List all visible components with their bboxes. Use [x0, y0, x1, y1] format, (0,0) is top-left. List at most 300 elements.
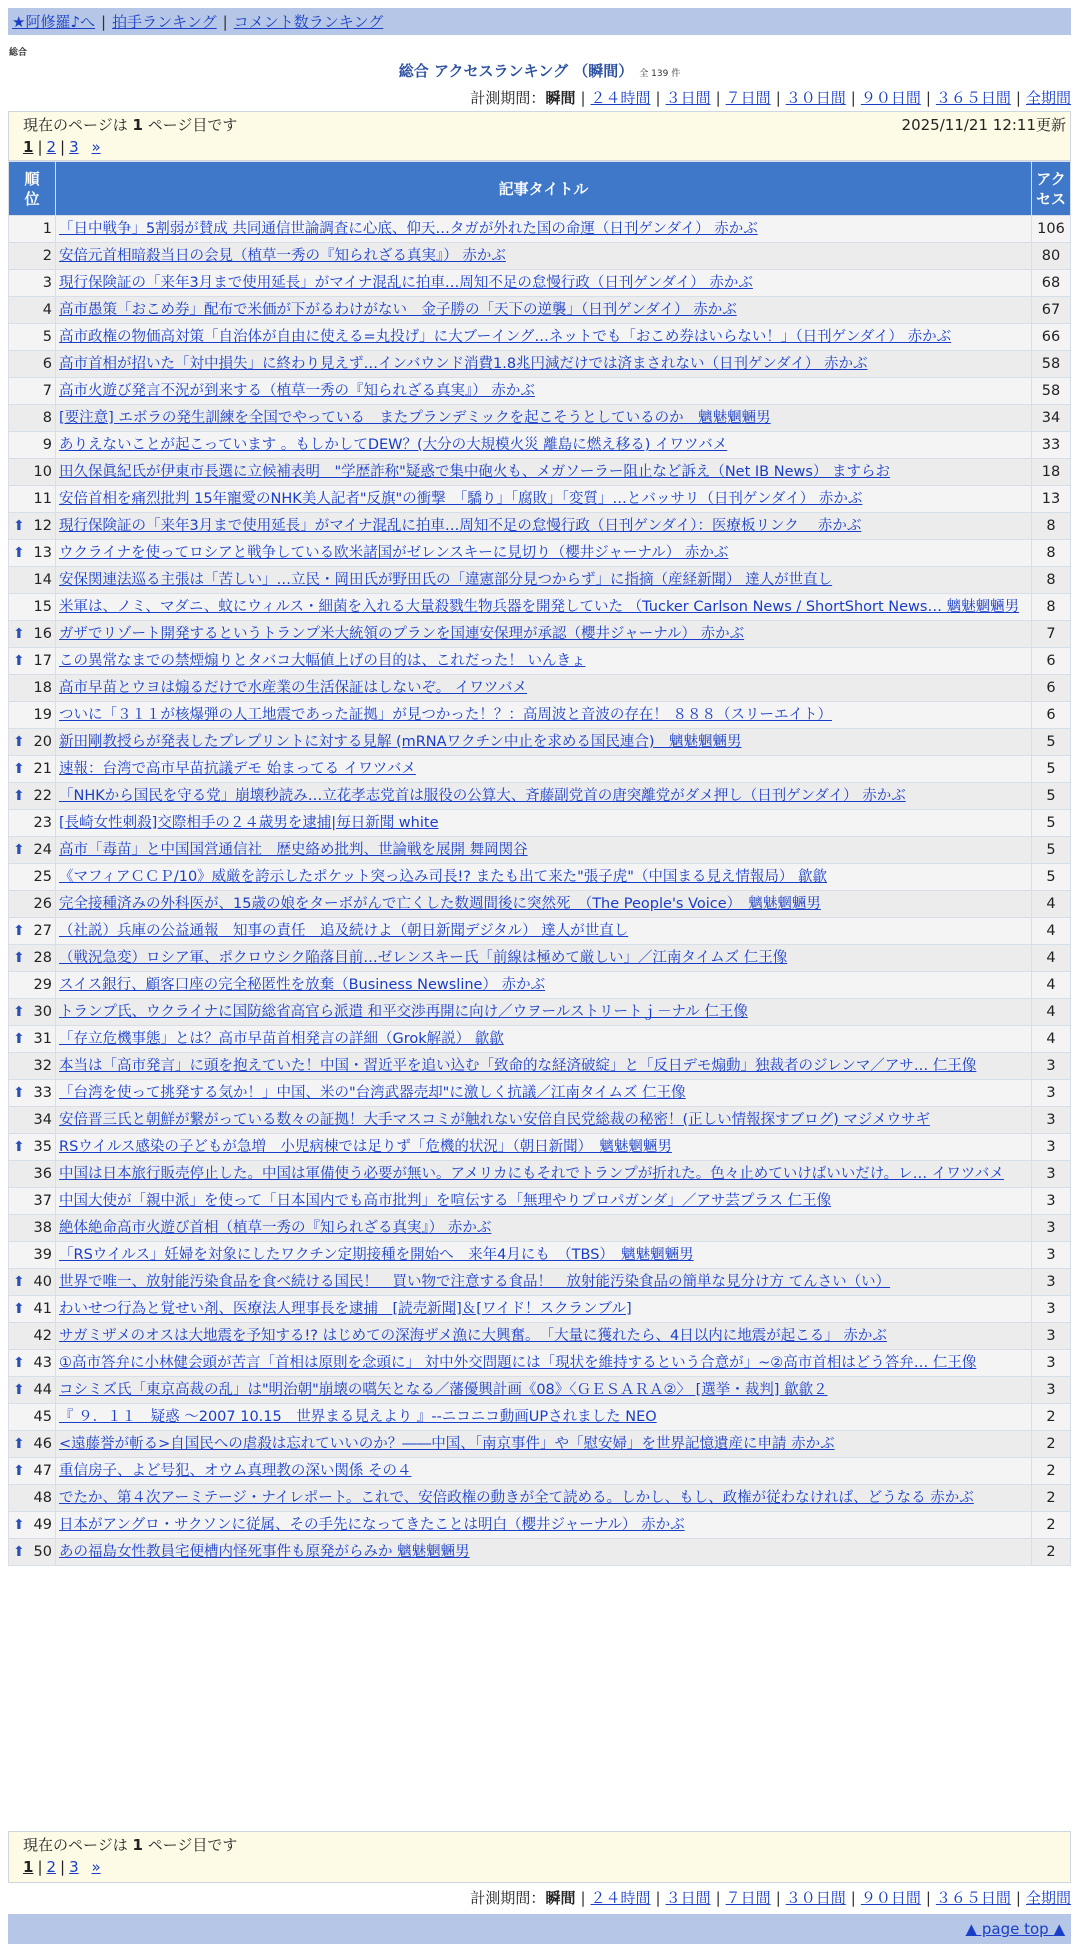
rank-number: 40 — [33, 1274, 52, 1290]
updated-timestamp: 2025/11/21 12:11更新 — [901, 116, 1066, 134]
article-link[interactable]: 「台湾を使って挑発する気か！」中国、米の"台湾武器売却"に激しく抗議／江南タイムズ 仁王像 — [59, 1085, 686, 1101]
title-cell — [56, 783, 1032, 810]
title-cell — [56, 540, 1032, 567]
table-row — [9, 1188, 1071, 1215]
article-link[interactable]: 世界で唯一、放射能汚染食品を食べ続ける国民！ 買い物で注意する食品！ 放射能汚染食品の簡単な見分け方 てんさい（い） — [59, 1274, 891, 1290]
period-link-6[interactable]: 全期間 — [1025, 89, 1071, 107]
rank-cell — [9, 1485, 56, 1512]
rank-number: 2 — [42, 248, 52, 264]
rank-cell — [9, 729, 56, 756]
comment-ranking-link[interactable]: コメント数ランキング — [233, 13, 384, 31]
rank-number: 44 — [33, 1382, 52, 1398]
title-cell — [56, 621, 1032, 648]
period-separator: | — [1015, 1889, 1021, 1907]
rank-number: 22 — [33, 788, 52, 804]
access-count: 2 — [1032, 1512, 1071, 1539]
current-page-text: 現在のページは 1 ページ目です — [23, 116, 238, 134]
table-row — [9, 243, 1071, 270]
article-link[interactable]: 田久保眞紀氏が伊東市長選に立候補表明 "学歴詐称"疑惑で集中砲火も、メガソーラー阻止など訴え（Net IB News） ますらお — [59, 464, 891, 480]
access-column-header: アクセス — [1032, 162, 1071, 216]
rank-up-arrow-icon: ⬆ — [13, 545, 25, 561]
rank-up-arrow-icon: ⬆ — [13, 518, 25, 534]
table-row — [9, 945, 1071, 972]
article-link[interactable]: 新田剛教授らが発表したプレプリントに対する見解 (mRNAワクチン中止を求める国民連合) 魑魅魍魎男 — [59, 734, 742, 750]
article-link[interactable]: この異常なまでの禁煙煽りとタバコ大幅値上げの目的は、これだった！ いんきょ — [59, 653, 586, 669]
article-link[interactable]: 中国は日本旅行販売停止した。中国は軍備使う必要が無い。アメリカにもそれでトランプが折れた。色々止めていけばいいだけ。レ… イワツバメ — [59, 1166, 1004, 1182]
period-separator: | — [655, 1889, 661, 1907]
rank-cell — [9, 1053, 56, 1080]
rank-number: 45 — [33, 1409, 52, 1425]
access-count: 3 — [1032, 1107, 1071, 1134]
rank-cell — [9, 621, 56, 648]
access-count: 3 — [1032, 1242, 1071, 1269]
access-count: 5 — [1032, 810, 1071, 837]
rank-cell — [9, 1539, 56, 1566]
rank-cell — [9, 1134, 56, 1161]
rank-cell — [9, 270, 56, 297]
table-row — [9, 513, 1071, 540]
rank-number: 15 — [33, 599, 52, 615]
article-link[interactable]: 完全接種済みの外科医が、15歳の娘をターボがんで亡くした数週間後に突然死 （The People's Voice） 魑魅魍魎男 — [59, 896, 821, 912]
rank-up-arrow-icon: ⬆ — [13, 923, 25, 939]
rank-cell — [9, 1242, 56, 1269]
table-row — [9, 1512, 1071, 1539]
title-cell — [56, 945, 1032, 972]
rank-cell — [9, 378, 56, 405]
article-link[interactable]: ついに「３１１が核爆弾の人工地震であった証拠」が見つかった！？：高周波と音波の存在！ ８８８（スリーエイト） — [59, 707, 832, 723]
table-row — [9, 1404, 1071, 1431]
page-separator: | — [60, 1858, 66, 1876]
rank-cell — [9, 702, 56, 729]
page-separator: | — [37, 138, 43, 156]
footer-bar — [8, 1914, 1071, 1944]
title-cell — [56, 324, 1032, 351]
table-row — [9, 675, 1071, 702]
title-cell — [56, 972, 1032, 999]
rank-cell — [9, 945, 56, 972]
rank-number: 8 — [42, 410, 52, 426]
article-link[interactable]: ウクライナを使ってロシアと戦争している欧米諸国がゼレンスキーに見切り（櫻井ジャーナル） 赤かぶ — [59, 545, 729, 561]
period-separator: | — [925, 89, 931, 107]
article-link[interactable]: RSウイルス感染の子どもが急増 小児病棟では足りず「危機的状況」（朝日新聞） 魑魅魍魎男 — [59, 1139, 672, 1155]
period-link-3[interactable]: ３０日間 — [785, 1889, 846, 1907]
page-link-3[interactable]: 3 — [69, 138, 79, 156]
rank-number: 35 — [33, 1139, 52, 1155]
article-link[interactable]: 安倍首相を痛烈批判 15年寵愛のNHK美人記者"反旗"の衝撃 「驕り」「腐敗」「変質」…とバッサリ（日刊ゲンダイ） 赤かぶ — [59, 491, 863, 507]
title-cell — [56, 1350, 1032, 1377]
applause-ranking-link[interactable]: 拍手ランキング — [112, 13, 217, 31]
title-cell — [56, 1512, 1032, 1539]
access-count: 3 — [1032, 1134, 1071, 1161]
article-link[interactable]: 「NHKから国民を守る党」崩壊秒読み…立花孝志党首は服役の公算大、斉藤副党首の唐突離党がダメ押し（日刊ゲンダイ） 赤かぶ — [59, 788, 906, 804]
rank-up-arrow-icon: ⬆ — [13, 1355, 25, 1371]
article-link[interactable]: 高市早苗とウヨは煽るだけで水産業の生活保証はしないぞ。 イワツバメ — [59, 680, 528, 696]
title-cell — [56, 1323, 1032, 1350]
page-separator: | — [37, 1858, 43, 1876]
title-cell — [56, 648, 1032, 675]
rank-number: 23 — [33, 815, 52, 831]
page-link-3[interactable]: 3 — [69, 1858, 79, 1876]
title-cell — [56, 891, 1032, 918]
rank-number: 36 — [33, 1166, 52, 1182]
article-link[interactable]: 現行保険証の「来年3月まで使用延長」がマイナ混乱に拍車…周知不足の怠慢行政（日刊ゲンダイ）：医療板リンク 赤かぶ — [59, 518, 862, 534]
table-row — [9, 270, 1071, 297]
access-count: 2 — [1032, 1485, 1071, 1512]
rank-number: 14 — [33, 572, 52, 588]
access-count: 4 — [1032, 1026, 1071, 1053]
table-row — [9, 351, 1071, 378]
period-separator: | — [1015, 89, 1021, 107]
access-count: 58 — [1032, 351, 1071, 378]
table-row — [9, 891, 1071, 918]
period-link-6[interactable]: 全期間 — [1025, 1889, 1071, 1907]
rank-number: 46 — [33, 1436, 52, 1452]
article-link[interactable]: 現行保険証の「来年3月まで使用延長」がマイナ混乱に拍車…周知不足の怠慢行政（日刊ゲンダイ） 赤かぶ — [59, 275, 753, 291]
access-count: 2 — [1032, 1458, 1071, 1485]
article-link[interactable]: （戦況急変）ロシア軍、ポクロウシク陥落目前…ゼレンスキー氏「前線は極めて厳しい」／江南タイムズ 仁王像 — [59, 950, 788, 966]
rank-cell — [9, 1161, 56, 1188]
access-count: 5 — [1032, 864, 1071, 891]
article-link[interactable]: 本当は「高市発言」に頭を抱えていた！中国・習近平を追い込む「致命的な経済破綻」と「反日デモ煽動」独裁者のジレンマ／アサ… 仁王像 — [59, 1058, 977, 1074]
rank-up-arrow-icon: ⬆ — [13, 1517, 25, 1533]
period-separator: | — [580, 89, 586, 107]
section-label: 総合 — [9, 48, 28, 58]
access-count: 6 — [1032, 648, 1071, 675]
table-row — [9, 1377, 1071, 1404]
table-row — [9, 567, 1071, 594]
page-current: 1 — [23, 1858, 34, 1876]
access-count: 3 — [1032, 1053, 1071, 1080]
title-column-header: 記事タイトル — [56, 162, 1032, 216]
table-row — [9, 1161, 1071, 1188]
article-link[interactable]: サガミザメのオスは大地震を予知する!? はじめての深海ザメ漁に大興奮。 「大量に獲れたら、4日以内に地震が起こる」 赤かぶ — [59, 1328, 887, 1344]
access-count: 5 — [1032, 729, 1071, 756]
access-count: 7 — [1032, 621, 1071, 648]
rank-number: 49 — [33, 1517, 52, 1533]
table-row — [9, 297, 1071, 324]
table-row — [9, 1269, 1071, 1296]
table-row — [9, 648, 1071, 675]
rank-number: 28 — [33, 950, 52, 966]
rank-number: 34 — [33, 1112, 52, 1128]
table-row — [9, 378, 1071, 405]
table-row — [9, 1458, 1071, 1485]
article-link[interactable]: でたか、第４次アーミテージ・ナイレポート。これで、安倍政権の動きが全て読める。しかし、もし、政権が従わなければ、どうなる 赤かぶ — [59, 1490, 974, 1506]
rank-cell — [9, 648, 56, 675]
rank-number: 17 — [33, 653, 52, 669]
rank-up-arrow-icon: ⬆ — [13, 1301, 25, 1317]
title-cell — [56, 1242, 1032, 1269]
access-count: 3 — [1032, 1080, 1071, 1107]
rank-up-arrow-icon: ⬆ — [13, 626, 25, 642]
pagination — [23, 1858, 1056, 1876]
title-cell — [56, 513, 1032, 540]
article-link[interactable]: あの福島女性教員宅便槽内怪死事件も原発がらみか 魑魅魍魎男 — [59, 1544, 470, 1560]
table-row — [9, 540, 1071, 567]
access-count: 3 — [1032, 1323, 1071, 1350]
rank-number: 37 — [33, 1193, 52, 1209]
rank-number: 11 — [33, 491, 52, 507]
next-page-link[interactable]: » — [91, 1858, 101, 1876]
rank-cell — [9, 1269, 56, 1296]
period-separator: | — [850, 1889, 856, 1907]
period-link-5[interactable]: ３６５日間 — [935, 89, 1011, 107]
current-page-text: 現在のページは 1 ページ目です — [23, 1836, 238, 1854]
article-link[interactable]: スイス銀行、顧客口座の完全秘匿性を放棄（Business Newsline） 赤かぶ — [59, 977, 546, 993]
title-cell — [56, 567, 1032, 594]
table-row — [9, 1296, 1071, 1323]
period-link-1[interactable]: ３日間 — [665, 1889, 711, 1907]
period-current: 瞬間 — [545, 89, 576, 107]
rank-cell — [9, 486, 56, 513]
rank-up-arrow-icon: ⬆ — [13, 734, 25, 750]
rank-up-arrow-icon: ⬆ — [13, 1544, 25, 1560]
access-count: 4 — [1032, 972, 1071, 999]
title-cell — [56, 216, 1032, 243]
access-count: 5 — [1032, 756, 1071, 783]
rank-up-arrow-icon: ⬆ — [13, 1031, 25, 1047]
period-current: 瞬間 — [545, 1889, 576, 1907]
table-row — [9, 405, 1071, 432]
article-link[interactable]: 絶体絶命高市火遊び首相（植草一秀の『知られざる真実』） 赤かぶ — [59, 1220, 492, 1236]
title-cell — [56, 999, 1032, 1026]
rank-cell — [9, 432, 56, 459]
rank-cell — [9, 405, 56, 432]
home-link[interactable]: ★阿修羅♪へ — [12, 13, 96, 31]
table-row — [9, 1485, 1071, 1512]
title-cell — [56, 729, 1032, 756]
title-cell — [56, 378, 1032, 405]
title-cell — [56, 351, 1032, 378]
table-row — [9, 918, 1071, 945]
title-cell — [56, 702, 1032, 729]
rank-number: 9 — [42, 437, 52, 453]
table-row — [9, 999, 1071, 1026]
article-link[interactable]: 「存立危機事態」とは？高市早苗首相発言の詳細（Grok解説） 歙歙 — [59, 1031, 504, 1047]
article-link[interactable]: 《マフィアＣＣＰ/10》威厳を誇示したポケット突っ込み司長!? またも出て来た"張子虎"（中国まる見え情報局） 歙歙 — [59, 869, 828, 885]
access-count: 4 — [1032, 891, 1071, 918]
period-separator: | — [925, 1889, 931, 1907]
table-row — [9, 1431, 1071, 1458]
page-top-link[interactable]: ▲ page top ▲ — [965, 1920, 1065, 1938]
title-cell — [56, 1134, 1032, 1161]
rank-number: 30 — [33, 1004, 52, 1020]
article-link[interactable]: （社説）兵庫の公益通報 知事の責任 追及続けよ（朝日新聞デジタル） 達人が世直し — [59, 923, 629, 939]
rank-cell — [9, 216, 56, 243]
article-link[interactable]: 高市火遊び発言不況が到来する（植草一秀の『知られざる真実』） 赤かぶ — [59, 383, 535, 399]
article-link[interactable]: 高市「毒苗」と中国国営通信社 歴史絡め批判、世論戦を展開 舞岡関谷 — [59, 842, 528, 858]
rank-number: 25 — [33, 869, 52, 885]
page-separator: | — [60, 138, 66, 156]
period-separator: | — [775, 1889, 781, 1907]
table-row — [9, 216, 1071, 243]
article-link[interactable]: 『 ９．１１ 疑惑 ～2007 10.15 世界まる見えより 』--ニコニコ動画UPされました NEO — [59, 1409, 657, 1425]
article-link[interactable]: <遠藤誉が斬る>自国民への虐殺は忘れていいのか？――中国、「南京事件」や「慰安婦」を世界記憶遺産に申請 赤かぶ — [59, 1436, 835, 1452]
access-count: 2 — [1032, 1431, 1071, 1458]
period-link-4[interactable]: ９０日間 — [860, 1889, 921, 1907]
article-link[interactable]: 高市首相が招いた「対中損失」に終わり見えず…インバウンド消費1.8兆円減だけでは済まされない（日刊ゲンダイ） 赤かぶ — [59, 356, 868, 372]
rank-up-arrow-icon: ⬆ — [13, 1274, 25, 1290]
next-page-link[interactable]: » — [91, 138, 101, 156]
table-row — [9, 810, 1071, 837]
page-current: 1 — [23, 138, 34, 156]
access-count: 13 — [1032, 486, 1071, 513]
article-link[interactable]: わいせつ行為と覚せい剤、医療法人理事長を逮捕 [読売新聞]＆[ワイド！スクランブル] — [59, 1301, 632, 1317]
access-count: 3 — [1032, 1269, 1071, 1296]
access-count: 3 — [1032, 1296, 1071, 1323]
table-row — [9, 837, 1071, 864]
title-cell — [56, 1431, 1032, 1458]
pager-bottom — [8, 1831, 1071, 1883]
title-cell — [56, 810, 1032, 837]
article-link[interactable]: 安倍元首相暗殺当日の会見（植草一秀の『知られざる真実』） 赤かぶ — [59, 248, 506, 264]
rank-number: 5 — [42, 329, 52, 345]
rank-up-arrow-icon: ⬆ — [13, 1139, 25, 1155]
rank-number: 1 — [42, 221, 52, 237]
rank-cell — [9, 1458, 56, 1485]
rank-cell — [9, 1431, 56, 1458]
table-row — [9, 783, 1071, 810]
article-link[interactable]: 米軍は、ノミ、マダニ、蚊にウィルス・細菌を入れる大量殺戮生物兵器を開発していた （Tucker Carlson News / ShortShort News… 魑魅魍魎男 — [59, 599, 1020, 615]
article-link[interactable]: [要注意] エボラの発生訓練を全国でやっている またプランデミックを起こそうとしているのか 魑魅魍魎男 — [59, 410, 771, 426]
article-link[interactable]: 高市政権の物価高対策「自治体が自由に使える=丸投げ」に大ブーイング…ネットでも「おこめ券はいらない！」（日刊ゲンダイ） 赤かぶ — [59, 329, 952, 345]
title-cell — [56, 459, 1032, 486]
top-nav-bar — [8, 8, 1071, 35]
access-count: 8 — [1032, 594, 1071, 621]
rank-number: 43 — [33, 1355, 52, 1371]
title-cell — [56, 1377, 1032, 1404]
ranking-title: 総合 アクセスランキング （瞬間） — [398, 62, 634, 80]
rank-number: 12 — [33, 518, 52, 534]
title-cell — [56, 675, 1032, 702]
rank-cell — [9, 1377, 56, 1404]
access-count: 18 — [1032, 459, 1071, 486]
access-count: 66 — [1032, 324, 1071, 351]
rank-cell — [9, 1026, 56, 1053]
access-count: 3 — [1032, 1188, 1071, 1215]
rank-number: 19 — [33, 707, 52, 723]
nav-separator: | — [101, 13, 107, 31]
title-cell — [56, 594, 1032, 621]
article-link[interactable]: ガザでリゾート開発するというトランプ米大統領のプランを国連安保理が承認（櫻井ジャーナル） 赤かぶ — [59, 626, 745, 642]
article-link[interactable]: 安倍晋三氏と朝鮮が繋がっている数々の証拠！大手マスコミが触れない安倍自民党総裁の秘密！(正しい情報探すブログ) マジメウサギ — [59, 1112, 930, 1128]
access-count: 2 — [1032, 1539, 1071, 1566]
table-row — [9, 1539, 1071, 1566]
pagination — [23, 138, 1056, 156]
rank-cell — [9, 1188, 56, 1215]
table-row — [9, 594, 1071, 621]
rank-number: 47 — [33, 1463, 52, 1479]
rank-number: 21 — [33, 761, 52, 777]
page-link-2[interactable]: 2 — [46, 138, 57, 156]
period-separator: | — [580, 1889, 586, 1907]
access-count: 3 — [1032, 1377, 1071, 1404]
table-row — [9, 972, 1071, 999]
period-link-0[interactable]: ２４時間 — [590, 1889, 651, 1907]
title-cell — [56, 405, 1032, 432]
period-link-5[interactable]: ３６５日間 — [935, 1889, 1011, 1907]
article-link[interactable]: コシミズ氏「東京高裁の乱」は"明治朝"崩壊の嚆矢となる／藩優興計画《08》〈ＧＥＳＡＲＡ②〉 [選挙・裁判] 歙歙２ — [59, 1382, 828, 1398]
period-link-0[interactable]: ２４時間 — [590, 89, 651, 107]
title-cell — [56, 918, 1032, 945]
table-row — [9, 1215, 1071, 1242]
title-cell — [56, 1269, 1032, 1296]
rank-number: 29 — [33, 977, 52, 993]
rank-up-arrow-icon: ⬆ — [13, 788, 25, 804]
title-cell — [56, 1404, 1032, 1431]
rank-cell — [9, 837, 56, 864]
access-count: 3 — [1032, 1161, 1071, 1188]
rank-cell — [9, 675, 56, 702]
rank-cell — [9, 243, 56, 270]
period-link-4[interactable]: ９０日間 — [860, 89, 921, 107]
article-link[interactable]: ありえないことが起こっています 。もしかしてDEW？(大分の大規模火災 離島に燃え移る) イワツバメ — [59, 437, 728, 453]
rank-up-arrow-icon: ⬆ — [13, 1004, 25, 1020]
period-link-1[interactable]: ３日間 — [665, 89, 711, 107]
rank-cell — [9, 999, 56, 1026]
title-cell — [56, 837, 1032, 864]
access-count: 5 — [1032, 783, 1071, 810]
title-cell — [56, 432, 1032, 459]
period-label: 計測期間： — [470, 89, 546, 107]
rank-up-arrow-icon: ⬆ — [13, 1382, 25, 1398]
period-link-2[interactable]: ７日間 — [725, 1889, 771, 1907]
article-link[interactable]: 速報：台湾で高市早苗抗議デモ 始まってる イワツバメ — [59, 761, 416, 777]
access-count: 58 — [1032, 378, 1071, 405]
rank-cell — [9, 1080, 56, 1107]
rank-number: 38 — [33, 1220, 52, 1236]
nav-separator: | — [222, 13, 228, 31]
rank-number: 42 — [33, 1328, 52, 1344]
article-link[interactable]: トランプ氏、ウクライナに国防総省高官ら派遣 和平交渉再開に向け／ウヲールストリートｊ－ナル 仁王像 — [59, 1004, 748, 1020]
article-link[interactable]: ①高市答弁に小林健会頭が苦言「首相は原則を念頭に」 対中外交問題には「現状を維持するという合意が」~②高市首相はどう答弁… 仁王像 — [59, 1355, 977, 1371]
page-link-2[interactable]: 2 — [46, 1858, 57, 1876]
rank-cell — [9, 891, 56, 918]
access-count: 80 — [1032, 243, 1071, 270]
rank-cell — [9, 972, 56, 999]
rank-number: 41 — [33, 1301, 52, 1317]
article-link[interactable]: 「RSウイルス」妊婦を対象にしたワクチン定期接種を開始へ 来年4月にも （TBS） 魑魅魍魎男 — [59, 1247, 694, 1263]
period-separator: | — [655, 89, 661, 107]
article-link[interactable]: 重信房子、よど号犯、オウム真理教の深い関係 その４ — [59, 1463, 412, 1479]
rank-up-arrow-icon: ⬆ — [13, 653, 25, 669]
article-link[interactable]: 中国大使が「親中派」を使って「日本国内でも高市批判」を喧伝する「無理やりプロパガンダ」／アサ芸プラス 仁王像 — [59, 1193, 832, 1209]
rank-up-arrow-icon: ⬆ — [13, 1436, 25, 1452]
rank-number: 18 — [33, 680, 52, 696]
rank-number: 16 — [33, 626, 52, 642]
rank-cell — [9, 1512, 56, 1539]
title-cell — [56, 1161, 1032, 1188]
page-separator — [83, 138, 88, 156]
article-link[interactable]: 「日中戦争」5割弱が賛成 共同通信世論調査に心底、仰天…タガが外れた国の命運（日刊ゲンダイ） 赤かぶ — [59, 221, 758, 237]
article-link[interactable]: 高市愚策「おこめ券」配布で米価が下がるわけがない 金子勝の「天下の逆襲」（日刊ゲンダイ） 赤かぶ — [59, 302, 737, 318]
period-separator: | — [715, 89, 721, 107]
period-link-2[interactable]: ７日間 — [725, 89, 771, 107]
title-cell — [56, 1080, 1032, 1107]
article-link[interactable]: 日本がアングロ・サクソンに従属、その手先になってきたことは明白（櫻井ジャーナル） 赤かぶ — [59, 1517, 685, 1533]
article-link[interactable]: 安保関連法巡る主張は「苦しい」…立民・岡田氏が野田氏の「違憲部分見つからず」に指摘（産経新聞） 達人が世直し — [59, 572, 833, 588]
period-separator: | — [775, 89, 781, 107]
rank-number: 13 — [33, 545, 52, 561]
rank-number: 48 — [33, 1490, 52, 1506]
rank-cell — [9, 783, 56, 810]
period-link-3[interactable]: ３０日間 — [785, 89, 846, 107]
pager-top — [8, 111, 1071, 161]
access-count: 68 — [1032, 270, 1071, 297]
article-link[interactable]: [長崎女性刺殺]交際相手の２４歳男を逮捕|毎日新聞 white — [59, 815, 439, 831]
page-separator — [83, 1858, 88, 1876]
rank-number: 27 — [33, 923, 52, 939]
